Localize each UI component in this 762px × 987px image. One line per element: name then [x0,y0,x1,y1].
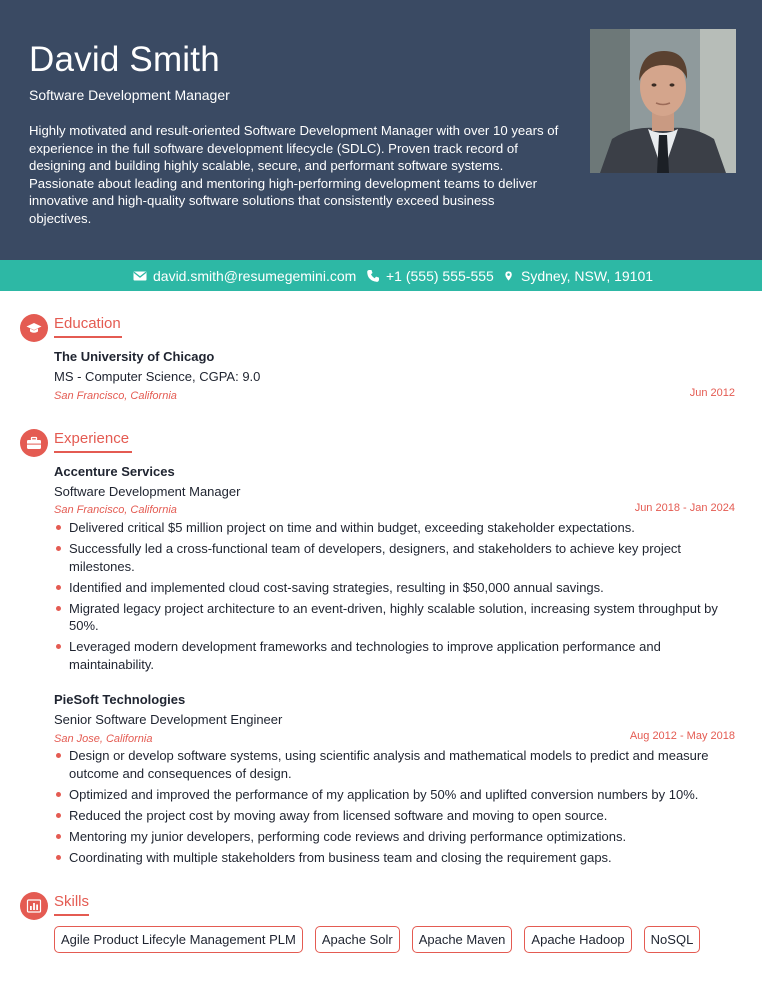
contact-email[interactable] [133,268,356,284]
list-item-text: Reduced the project cost by moving away from licensed software and moving to open source. [69,807,608,823]
bullet-dot [56,525,61,530]
phone-icon [366,269,380,283]
bullet-dot [56,753,61,758]
job-dates: Jun 2018 - Jan 2024 [634,502,735,514]
job-title: Senior Software Development Engineer [54,712,283,727]
list-item-text: Optimized and improved the performance of my application by 50% and uplifted conversion numbers by 10%. [69,786,699,802]
bar-chart-icon [26,898,42,914]
education-date: Jun 2012 [689,387,735,399]
skills-heading: Skills [54,893,90,910]
contact-phone-text: +1 (555) 555-555 [386,268,494,284]
candidate-name: David Smith [29,40,220,79]
skill-tag: Apache Solr [315,926,400,953]
skill-tag: NoSQL [644,926,701,953]
list-item-text: Mentoring my junior developers, performing code reviews and driving performance optimizations. [69,828,627,844]
bullet-dot [56,606,61,611]
bullet-dot [56,792,61,797]
skills-list [54,926,700,953]
bullet-dot [56,585,61,590]
list-item-text: Successfully led a cross-functional team of developers, designers, and stakeholders to achieve key project milestones. [69,541,682,574]
list-item [54,579,744,597]
envelope-icon [133,269,147,283]
job-location: San Francisco, California [54,504,177,516]
profile-photo [590,29,736,173]
bullet-dot [56,855,61,860]
list-item [54,638,744,673]
education-heading-underline [54,336,122,338]
profile-summary: Highly motivated and result-oriented Software Development Manager with over 10 years of experience in the full software development lifecycle (SDLC). Proven track record of designing and building highly scalable, secure, and performant software systems. Passionate about leading and mentoring high-performing development teams to deliver innovative and high-quality software solutions that consistently exceed business objectives. [29,123,559,226]
list-item-text: Coordinating with multiple stakeholders from business team and closing the requirement gaps. [69,849,612,865]
list-item-text: Design or develop software systems, using scientific analysis and mathematical models to predict and measure outcome and consequences of design. [69,748,709,781]
list-item [54,828,744,846]
map-pin-icon [505,269,515,283]
list-item [54,807,744,825]
list-item [54,540,744,575]
list-item [54,600,744,635]
skills-heading-underline [54,914,89,916]
list-item [54,519,744,537]
list-item [54,786,744,804]
list-item [54,849,744,867]
briefcase-icon [26,435,42,451]
job-title: Software Development Manager [54,484,241,499]
education-section-icon [20,314,48,342]
experience-heading-underline [54,451,132,453]
list-item-text: Migrated legacy project architecture to an event-driven, highly scalable solution, increasing system throughput by 50%. [69,600,718,633]
education-location: San Francisco, California [54,390,177,402]
bullet-dot [56,834,61,839]
education-heading: Education [54,315,121,332]
job-achievements-list [54,747,744,870]
list-item [54,747,744,782]
list-item-text: Identified and implemented cloud cost-saving strategies, resulting in $50,000 annual savings. [69,579,604,595]
skill-tag: Agile Product Lifecyle Management PLM [54,926,303,953]
education-school: The University of Chicago [54,349,215,364]
contact-location [505,268,653,284]
bullet-dot [56,546,61,551]
skill-tag: Apache Hadoop [524,926,631,953]
job-location: San Jose, California [54,733,153,745]
job-company: PieSoft Technologies [54,692,186,707]
list-item-text: Delivered critical $5 million project on time and within budget, exceeding stakeholder expectations. [69,520,635,535]
resume-header [0,0,762,260]
job-company: Accenture Services [54,464,175,479]
contact-phone[interactable] [366,268,494,284]
contact-email-text: david.smith@resumegemini.com [153,268,357,284]
skill-tag: Apache Maven [412,926,513,953]
job-dates: Aug 2012 - May 2018 [629,730,735,742]
experience-section-icon [20,429,48,457]
contact-bar [0,260,762,291]
contact-location-text: Sydney, NSW, 19101 [521,268,654,284]
job-achievements-list [54,519,744,677]
bullet-dot [56,644,61,649]
list-item-text: Leveraged modern development frameworks and technologies to improve application performance and maintainability. [69,639,661,672]
education-degree: MS - Computer Science, CGPA: 9.0 [54,369,261,384]
bullet-dot [56,813,61,818]
graduation-cap-icon [26,320,42,336]
skills-section-icon [20,892,48,920]
experience-heading: Experience [54,430,130,447]
candidate-role: Software Development Manager [29,87,230,103]
